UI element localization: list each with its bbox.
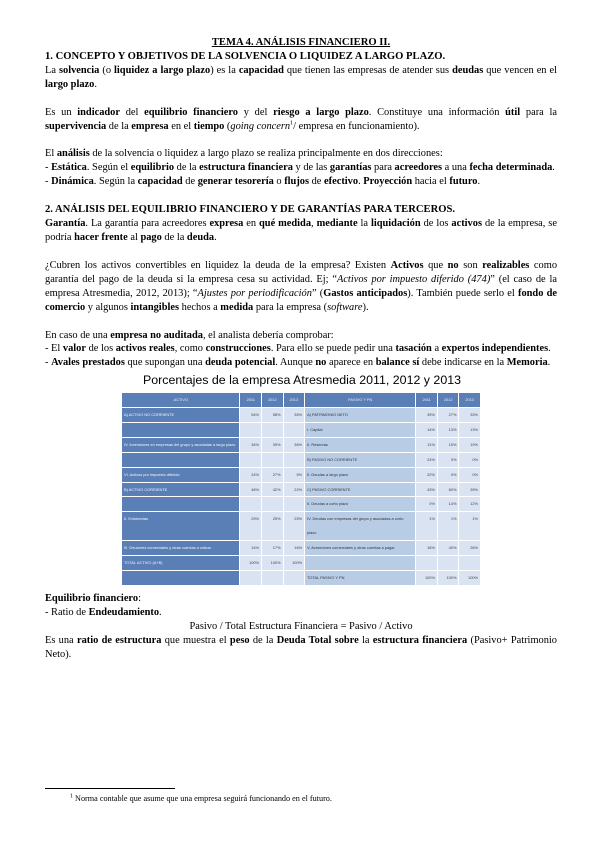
table-row [122, 541, 481, 556]
asset-value [240, 422, 262, 437]
table-row [122, 571, 481, 586]
asset-label: TOTAL ACTIVO (A+B) [122, 556, 240, 571]
asset-label [122, 422, 240, 437]
list-item: - Avales prestados que supongan una deuda potencial. Aunque no aparece en balance sí debe indicarse en la Memoria. [45, 357, 551, 369]
list-item: - Ratio de Endeudamiento. [45, 606, 162, 618]
asset-value [262, 571, 284, 586]
paragraph: En caso de una empresa no auditada, el analista debería comprobar: [45, 329, 334, 341]
liability-label: II. Deudas a corto plazo [305, 497, 416, 512]
asset-value [283, 452, 305, 467]
liability-value: 40% [437, 541, 459, 556]
liability-value: 0% [459, 467, 481, 482]
asset-value [240, 452, 262, 467]
asset-value: 5% [283, 467, 305, 482]
liability-label: C) PASIVO CORRIENTE [305, 482, 416, 497]
asset-label: B) ACTIVO CORRIENTE [122, 482, 240, 497]
liability-value: 27% [437, 408, 459, 423]
page-title: TEMA 4. ANÁLISIS FINANCIERO II. [211, 37, 391, 48]
asset-value: 25% [283, 512, 305, 541]
table-row [122, 452, 481, 467]
asset-value: 22% [283, 482, 305, 497]
asset-label: VI. Activos por impuesto diferido [122, 467, 240, 482]
liability-label: II. Reservas [305, 437, 416, 452]
asset-label: II. Existencias [122, 512, 240, 541]
asset-value: 54% [240, 408, 262, 423]
column-header: 2012 [262, 393, 284, 408]
liability-label: I. Capital [305, 422, 416, 437]
footnote-number: 1 [70, 793, 73, 800]
table-row [122, 556, 481, 571]
asset-value [262, 497, 284, 512]
liability-value: 0% [416, 497, 438, 512]
formula: Pasivo / Total Estructura Financiera = Pasivo / Activo [189, 620, 413, 632]
table-row [122, 482, 481, 497]
asset-label: IV. Inversiones en empresas del grupo y asociadas a largo plazo [122, 437, 240, 452]
asset-label: A) ACTIVO NO CORRIENTE [122, 408, 240, 423]
asset-value [283, 497, 305, 512]
liability-value: 13% [459, 422, 481, 437]
balance-figure [121, 374, 483, 586]
table-row [122, 422, 481, 437]
document-page [45, 36, 557, 661]
liability-value: 43% [416, 482, 438, 497]
asset-value [262, 422, 284, 437]
liability-value: 0% [437, 467, 459, 482]
asset-value: 36% [283, 437, 305, 452]
liability-label: B) PASIVO NO CORRIENTE [305, 452, 416, 467]
paragraph: Es un indicador del equilibrio financiero y del riesgo a largo plazo. Constituye una información útil para la supervivencia de la empresa en el tiempo (going concern$^1$/ empresa en funcionamiento). [45, 106, 557, 132]
liability-value: 33% [459, 408, 481, 423]
asset-label [122, 571, 240, 586]
asset-value: 29% [240, 512, 262, 541]
table-row [122, 497, 481, 512]
paragraph: El análisis de la solvencia o liquidez a largo plazo se realiza principalmente en dos direcciones: [45, 148, 443, 160]
liability-value: 100% [416, 571, 438, 586]
liability-value: 1% [416, 512, 438, 541]
asset-value [283, 422, 305, 437]
asset-value: 16% [283, 541, 305, 556]
asset-value: 100% [262, 556, 284, 571]
liability-value [416, 556, 438, 571]
liability-value: 1% [459, 512, 481, 541]
asset-value: 24% [240, 467, 262, 482]
balance-table [121, 392, 481, 586]
liability-value: 16% [416, 541, 438, 556]
liability-value: 1% [437, 512, 459, 541]
column-header: ACTIVO [122, 393, 240, 408]
figure-title: Porcentajes de la empresa Atresmedia 2011, 2012 y 2013 [143, 373, 461, 388]
asset-value: 100% [283, 556, 305, 571]
asset-label [122, 497, 240, 512]
liability-value: 12% [459, 497, 481, 512]
list-item: - Estática. Según el equilibrio de la estructura financiera y de las garantías para acreedores a una fecha determinada. [45, 162, 555, 174]
column-header: PASIVO Y PN [305, 393, 416, 408]
asset-label [122, 452, 240, 467]
liability-value: 100% [437, 571, 459, 586]
liability-value: 24% [416, 452, 438, 467]
section-1-heading: 1. CONCEPTO Y OBJETIVOS DE LA SOLVENCIA O LIQUIDEZ A LARGO PLAZO. [45, 50, 446, 62]
asset-label: III. Deudores comerciales y otras cuentas a cobrar [122, 541, 240, 556]
liability-value: 100% [459, 571, 481, 586]
liability-value [459, 556, 481, 571]
liability-value: 15% [437, 437, 459, 452]
paragraph: Es una ratio de estructura que muestra el peso de la Deuda Total sobre la estructura financiera (Pasivo+ Patrimonio Neto). [45, 634, 557, 660]
table-header-row [122, 393, 481, 408]
column-header: 2012 [437, 393, 459, 408]
asset-value: 46% [240, 482, 262, 497]
asset-value: 39% [262, 437, 284, 452]
liability-value: 19% [459, 437, 481, 452]
footnote-text: Norma contable que asume que una empresa seguirá funcionando en el futuro. [75, 794, 332, 803]
liability-value: 39% [459, 482, 481, 497]
liability-value: 14% [437, 497, 459, 512]
table-row [122, 512, 481, 541]
paragraph: Equilibrio financiero: [45, 592, 141, 604]
list-item: - Dinámica. Según la capacidad de generar tesorería o flujos de efectivo. Proyección hacia el futuro. [45, 176, 481, 188]
liability-value: 14% [416, 422, 438, 437]
liability-value: 39% [416, 408, 438, 423]
asset-value [240, 497, 262, 512]
asset-value [240, 571, 262, 586]
paragraph: Garantía. La garantía para acreedores expresa en qué medida, mediante la liquidación de los activos de la empresa, se podría hacer frente al pago de la deuda. [45, 218, 557, 243]
asset-value [283, 571, 305, 586]
asset-value: 58% [262, 408, 284, 423]
liability-label: IV. Deudas con empresas del grupo y asociadas a corto plazo [305, 512, 416, 541]
column-header: 2013 [459, 393, 481, 408]
asset-value: 25% [262, 512, 284, 541]
liability-label [305, 556, 416, 571]
liability-value: 0% [459, 452, 481, 467]
column-header: 2011 [240, 393, 262, 408]
liability-label: II. Deudas a largo plazo [305, 467, 416, 482]
column-header: 2013 [283, 393, 305, 408]
list-item: - El valor de los activos reales, como construcciones. Para ello se puede pedir una tasación a expertos independientes. [45, 343, 551, 355]
asset-value: 35% [283, 408, 305, 423]
table-row [122, 437, 481, 452]
footnote-ref: 1 [290, 120, 294, 127]
liability-label: A) PATRIMONIO NETO [305, 408, 416, 423]
liability-label: V. Acreedores comerciales y otras cuentas a pagar [305, 541, 416, 556]
liability-value: 22% [416, 467, 438, 482]
footnote [70, 794, 332, 803]
liability-value: 60% [437, 482, 459, 497]
table-row [122, 467, 481, 482]
liability-label: TOTAL PASIVO Y PN [305, 571, 416, 586]
asset-value [262, 452, 284, 467]
section-2-heading: 2. ANÁLISIS DEL EQUILIBRIO FINANCIERO Y DE GARANTÍAS PARA TERCEROS. [45, 204, 456, 216]
asset-value: 34% [240, 437, 262, 452]
asset-value: 14% [240, 541, 262, 556]
asset-value: 42% [262, 482, 284, 497]
liability-value: 0% [437, 452, 459, 467]
column-header: 2011 [416, 393, 438, 408]
asset-value: 17% [262, 541, 284, 556]
liability-value [437, 556, 459, 571]
liability-value: 13% [437, 422, 459, 437]
liability-value: 11% [416, 437, 438, 452]
footnote-rule [45, 788, 175, 789]
table-row [122, 408, 481, 423]
asset-value: 27% [262, 467, 284, 482]
paragraph: ¿Cubren los activos convertibles en liquidez la deuda de la empresa? Existen Activos que no son realizables como garantía del pago de la deuda si la empresa cesa su actividad. Ej; “Activos por impuesto diferido (474)” (el caso de la empresa Atresmedia, 2012, 2013); “Ajustes por periodificación” (Gastos anticipados). También puede serlo el fondo de comercio y algunos intangibles hechos a medida para la empresa (software). [45, 259, 558, 313]
asset-value: 100% [240, 556, 262, 571]
paragraph: La solvencia (o liquidez a largo plazo) es la capacidad que tienen las empresas de atender sus deudas que vencen en el largo plazo. [45, 64, 557, 90]
liability-value: 26% [459, 541, 481, 556]
